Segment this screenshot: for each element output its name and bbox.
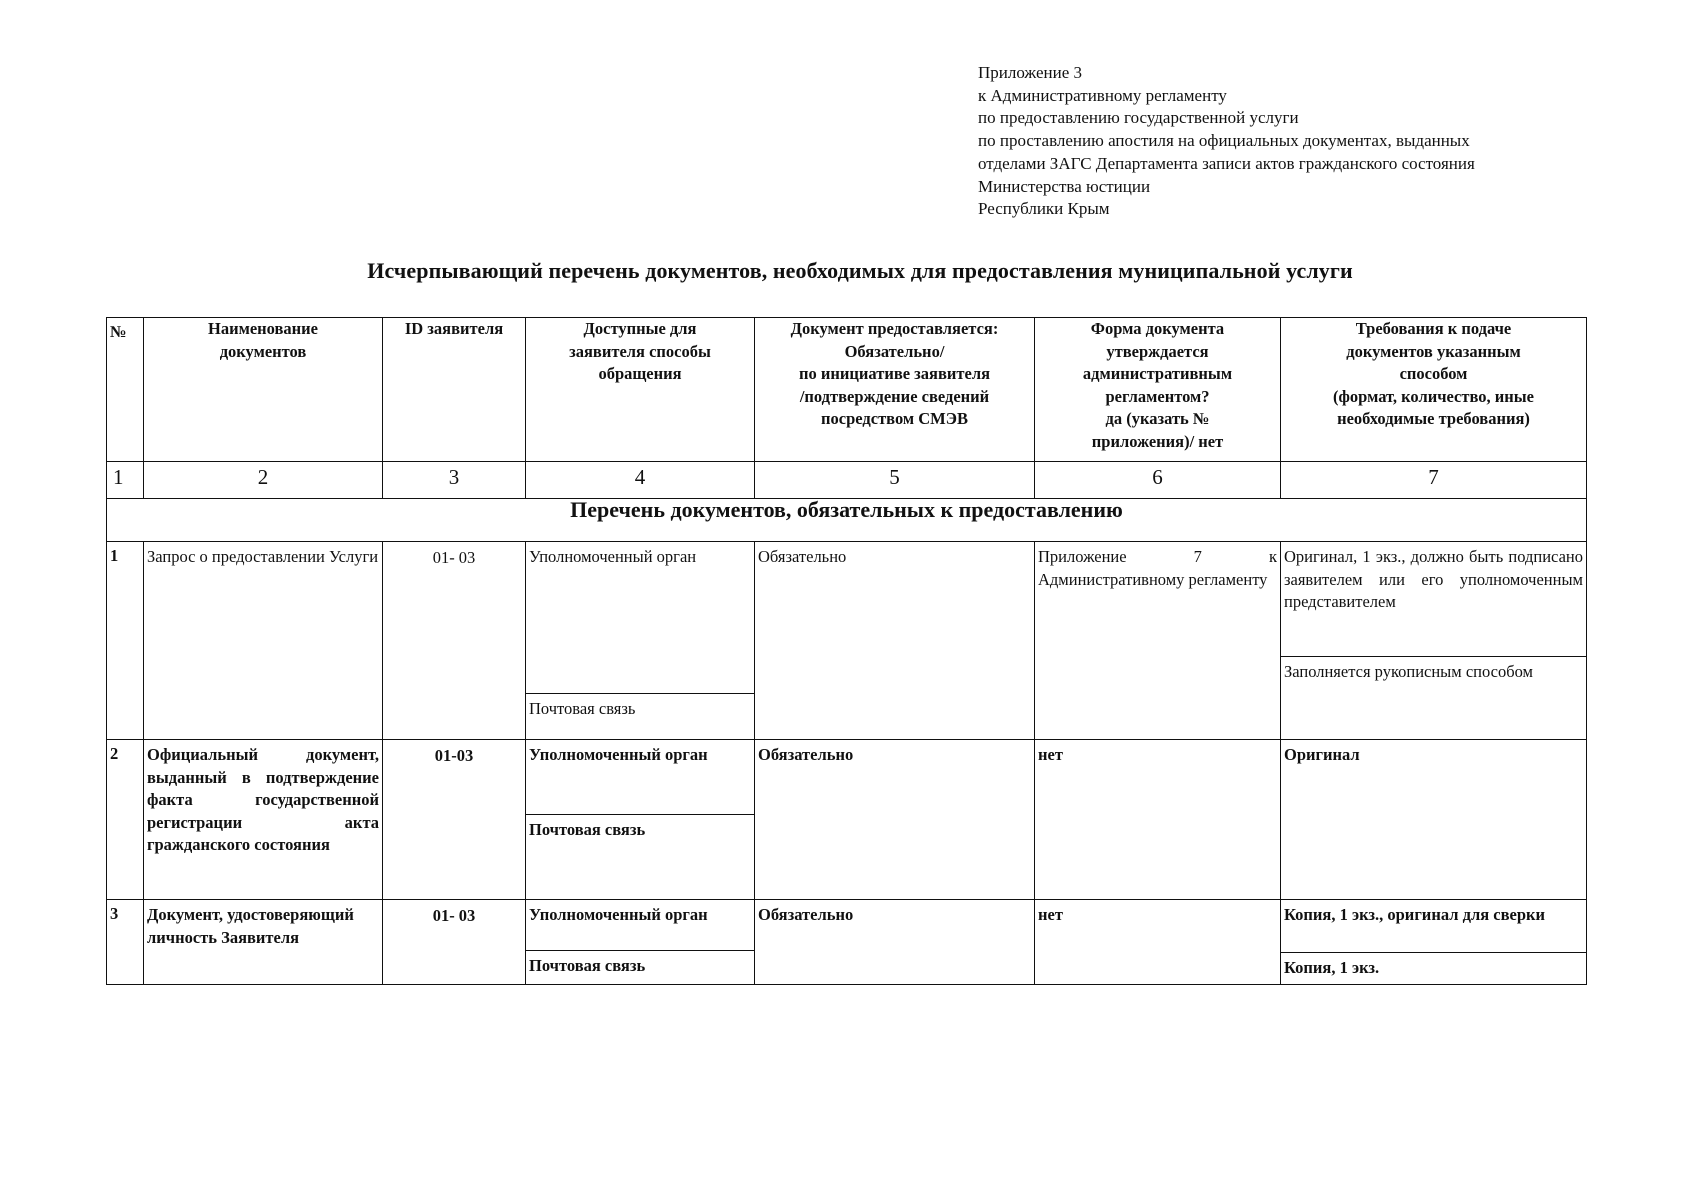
column-number: 2 <box>144 462 383 499</box>
header-line: Требования к подаче <box>1355 319 1512 338</box>
requirement-item: Оригинал <box>1281 740 1587 900</box>
appendix-line: отделами ЗАГС Департамента записи актов гражданского состояния <box>978 153 1475 173</box>
appendix-line: Министерства юстиции <box>978 176 1151 196</box>
applicant-id: 01- 03 <box>383 900 526 985</box>
column-number: 3 <box>383 462 526 499</box>
header-line: необходимые требования) <box>1337 409 1530 429</box>
header-document-name <box>144 318 383 462</box>
header-line: документов указанным <box>1346 341 1521 361</box>
requirement-item: Копия, 1 экз., оригинал для сверки <box>1284 905 1546 924</box>
provision-value: Обязательно <box>755 542 1035 740</box>
document-name: Запрос о предоставлении Услуги <box>144 542 383 740</box>
appendix-line: по проставлению апостиля на официальных документах, выданных <box>978 131 1470 151</box>
provision-value: Обязательно <box>755 900 1035 985</box>
requirement-item: Копия, 1 экз. <box>1281 952 1586 984</box>
document-title: Исчерпывающий перечень документов, необходимых для предоставления муниципальной услуги <box>367 258 1353 283</box>
header-line: Документ предоставляется: <box>790 319 999 338</box>
channel-item: Почтовая связь <box>526 950 754 982</box>
channels-cell <box>526 542 755 740</box>
channels-cell <box>526 740 755 900</box>
document-name: Документ, удостоверяющий личность Заявителя <box>144 900 383 985</box>
channel-item: Уполномоченный орган <box>529 547 697 566</box>
channel-item: Почтовая связь <box>526 814 754 846</box>
header-line: Форма документа <box>1090 319 1225 338</box>
header-line: Доступные для <box>583 319 697 338</box>
appendix-header <box>978 62 1618 221</box>
header-line: Обязательно/ <box>844 341 945 361</box>
form-value: нет <box>1035 740 1281 900</box>
column-number: 6 <box>1035 462 1281 499</box>
appendix-line: Приложение 3 <box>978 63 1082 82</box>
header-line: да (указать № <box>1105 409 1210 429</box>
column-number: 4 <box>526 462 755 499</box>
column-number: 5 <box>755 462 1035 499</box>
appendix-line: Республики Крым <box>978 199 1110 219</box>
row-number: 1 <box>107 542 144 740</box>
requirement-item: Заполняется рукописным способом <box>1281 656 1586 688</box>
header-line: (формат, количество, иные <box>1332 386 1534 406</box>
table-row <box>107 900 1587 985</box>
header-channels <box>526 318 755 462</box>
column-number: 7 <box>1281 462 1587 499</box>
header-line: /подтверждение сведений <box>799 386 990 406</box>
header-line: документов <box>219 341 307 361</box>
channel-item: Уполномоченный орган <box>529 905 708 924</box>
header-line: посредством СМЭВ <box>821 409 968 429</box>
applicant-id: 01- 03 <box>383 542 526 740</box>
row-number: 3 <box>107 900 144 985</box>
header-line: Наименование <box>208 319 318 338</box>
header-line: приложения)/ нет <box>1091 431 1224 451</box>
document-name: Официальный документ, выданный в подтверждение факта государственной регистрации акта гражданского состояния <box>144 740 383 900</box>
column-numbers-row <box>107 462 1587 499</box>
table-header-row <box>107 318 1587 462</box>
header-line: обращения <box>598 364 682 384</box>
section-row <box>107 499 1587 542</box>
form-value: нет <box>1035 900 1281 985</box>
channels-cell <box>526 900 755 985</box>
header-line: утверждается <box>1106 341 1209 361</box>
applicant-id: 01-03 <box>383 740 526 900</box>
header-requirements <box>1281 318 1587 462</box>
header-line: по инициативе заявителя <box>798 364 991 384</box>
provision-value: Обязательно <box>755 740 1035 900</box>
row-number: 2 <box>107 740 144 900</box>
table-row <box>107 740 1587 900</box>
header-line: регламентом? <box>1105 386 1210 406</box>
appendix-line: по предоставлению государственной услуги <box>978 108 1299 128</box>
header-line: заявителя способы <box>569 341 711 361</box>
requirements-cell <box>1281 900 1587 985</box>
appendix-line: к Административному регламенту <box>978 85 1227 105</box>
header-line: способом <box>1399 364 1468 384</box>
requirement-item: Оригинал, 1 экз., должно быть подписано заявителем или его уполномоченным представителем <box>1284 547 1583 611</box>
header-applicant-id: ID заявителя <box>383 318 526 462</box>
table-row <box>107 542 1587 740</box>
form-value: Приложение 7 к Административному регламенту <box>1035 542 1281 740</box>
header-form <box>1035 318 1281 462</box>
column-number: 1 <box>107 462 144 499</box>
channel-item: Почтовая связь <box>526 693 754 725</box>
channel-item: Уполномоченный орган <box>529 745 708 764</box>
section-title: Перечень документов, обязательных к предоставлению <box>107 499 1587 542</box>
requirements-cell <box>1281 542 1587 740</box>
documents-table <box>106 317 1587 985</box>
header-number: № <box>107 318 144 462</box>
header-line: административным <box>1082 364 1233 384</box>
header-provision <box>755 318 1035 462</box>
